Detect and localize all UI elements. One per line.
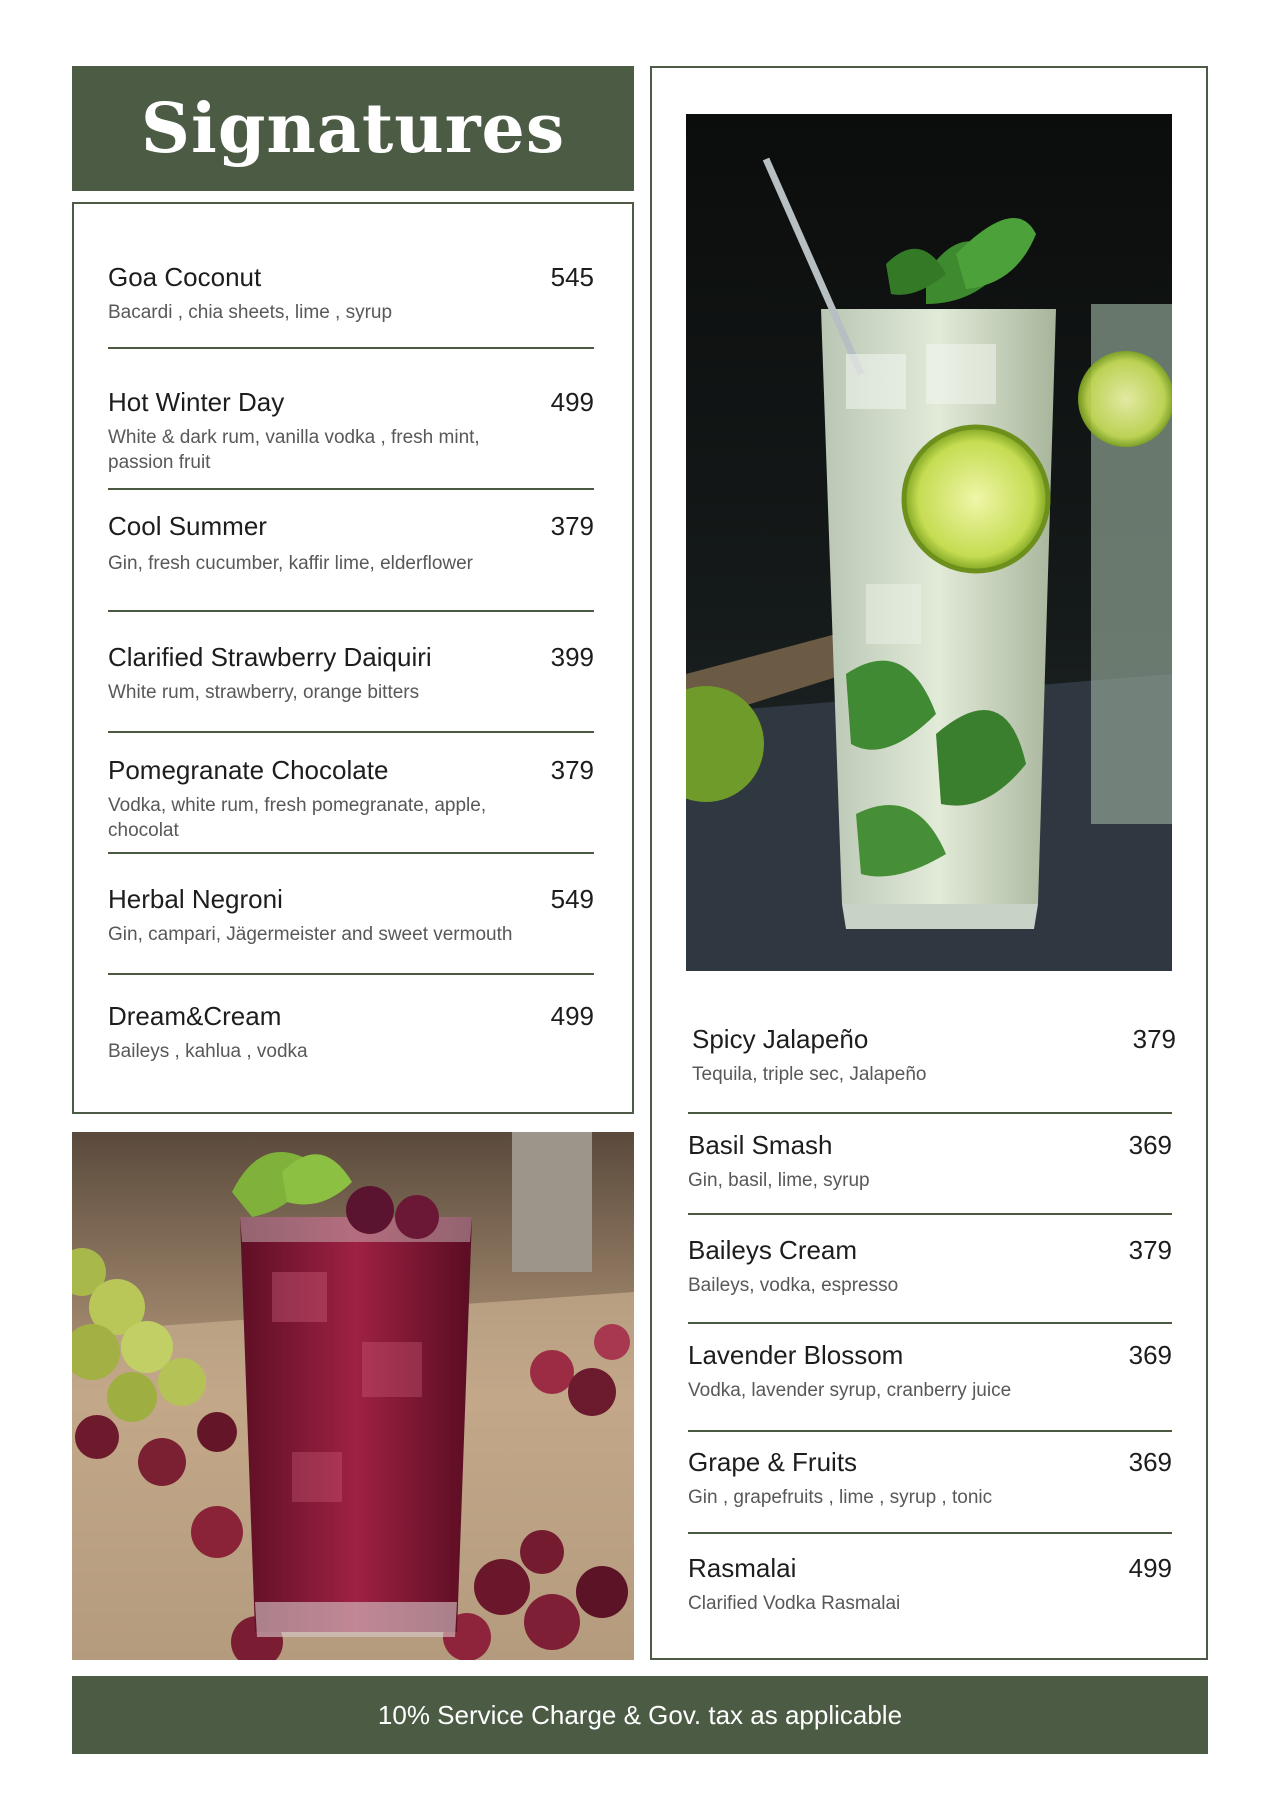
item-name: Baileys Cream	[688, 1235, 858, 1265]
item-price: 369	[1128, 1130, 1172, 1160]
menu-item	[692, 1024, 1176, 1084]
item-description: Vodka, white rum, fresh pomegranate, apple, chocolat	[108, 795, 487, 841]
menu-item	[108, 884, 594, 944]
divider	[688, 1430, 1172, 1432]
divider	[108, 488, 594, 490]
menu-item	[108, 387, 594, 473]
divider	[688, 1532, 1172, 1534]
item-price: 549	[550, 884, 594, 914]
title-banner	[72, 66, 634, 191]
item-description: Baileys, vodka, espresso	[688, 1275, 899, 1296]
item-name: Cool Summer	[108, 511, 267, 541]
item-name: Hot Winter Day	[108, 387, 285, 417]
item-name: Goa Coconut	[108, 262, 262, 292]
divider	[108, 347, 594, 349]
item-description: Clarified Vodka Rasmalai	[688, 1593, 901, 1614]
page-title: Signatures	[140, 88, 566, 169]
divider	[108, 852, 594, 854]
item-name: Rasmalai	[688, 1553, 797, 1583]
item-name: Dream&Cream	[108, 1001, 282, 1031]
divider	[688, 1322, 1172, 1324]
item-price: 379	[550, 511, 594, 541]
item-description: Gin, basil, lime, syrup	[688, 1170, 870, 1191]
item-name: Basil Smash	[688, 1130, 833, 1160]
menu-item	[108, 755, 594, 841]
footer-note: 10% Service Charge & Gov. tax as applicable	[377, 1699, 903, 1730]
item-name: Herbal Negroni	[108, 884, 283, 914]
item-price: 499	[550, 1001, 594, 1031]
item-price: 499	[550, 387, 594, 417]
item-price: 379	[550, 755, 594, 785]
menu-item	[688, 1340, 1172, 1400]
item-name: Clarified Strawberry Daiquiri	[108, 642, 432, 672]
item-description: Gin, fresh cucumber, kaffir lime, elderflower	[108, 553, 474, 574]
item-price: 545	[550, 262, 594, 292]
footer-bar	[72, 1676, 1208, 1754]
item-description: Bacardi , chia sheets, lime , syrup	[108, 302, 393, 323]
item-description: Baileys , kahlua , vodka	[108, 1041, 308, 1062]
item-description: White & dark rum, vanilla vodka , fresh mint, passion fruit	[108, 427, 480, 473]
mojito-photo	[686, 114, 1172, 971]
item-name: Pomegranate Chocolate	[108, 755, 389, 785]
divider	[108, 973, 594, 975]
menu-item	[108, 262, 594, 322]
item-description: Gin, campari, Jägermeister and sweet vermouth	[108, 924, 513, 945]
divider	[688, 1112, 1172, 1114]
menu-item	[688, 1235, 1172, 1295]
menu-item	[688, 1447, 1172, 1507]
item-price: 499	[1128, 1553, 1172, 1583]
item-description: Tequila, triple sec, Jalapeño	[692, 1064, 927, 1085]
menu-item	[108, 642, 594, 702]
item-description: White rum, strawberry, orange bitters	[108, 682, 420, 703]
item-price: 379	[1132, 1024, 1176, 1054]
divider	[688, 1213, 1172, 1215]
item-price: 379	[1128, 1235, 1172, 1265]
item-price: 399	[550, 642, 594, 672]
item-name: Lavender Blossom	[688, 1340, 904, 1370]
grape-drink-photo	[72, 1132, 634, 1660]
item-description: Gin , grapefruits , lime , syrup , tonic	[688, 1487, 993, 1508]
menu-item	[688, 1553, 1172, 1613]
item-price: 369	[1128, 1447, 1172, 1477]
divider	[108, 610, 594, 612]
menu-item	[108, 511, 594, 574]
item-price: 369	[1128, 1340, 1172, 1370]
menu-item	[108, 1001, 594, 1061]
item-name: Spicy Jalapeño	[692, 1024, 869, 1054]
item-description: Vodka, lavender syrup, cranberry juice	[688, 1380, 1012, 1401]
item-name: Grape & Fruits	[688, 1447, 858, 1477]
menu-item	[688, 1130, 1172, 1190]
divider	[108, 731, 594, 733]
